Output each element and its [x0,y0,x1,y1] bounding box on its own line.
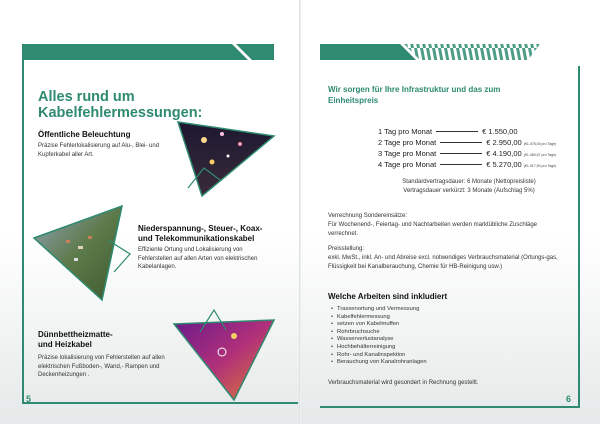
section-title-heating: Dünnbettheizmatte- und Heizkabel [38,330,113,349]
price-row [378,160,556,169]
price-leader [436,131,478,132]
section-text-cables: Effiziente Ortung und Lokalisierung von Fehlerstellen auf allen Arten von elektrischen Kabelanlagen. [138,247,258,270]
list-item: • Trassenortung und Vermessung [331,306,427,314]
section-text-lighting: Präzise Fehlerlokalisierung auf Alu-, Blei- und Kupferkabel aller Art. [38,143,160,158]
price-leader [440,142,482,143]
aerial-village-image [28,200,148,310]
section-title-lighting: Öffentliche Beleuchtung [38,130,131,139]
street-lighting-image [168,118,288,208]
included-heading: Welche Arbeiten sind inkludiert [328,292,448,301]
pricing-text: exkl. MwSt., inkl. An- und Abreise excl. notwendiges Verbrauchsmaterial (Ortungs-gas, Flüssigkeit bei Kanalberauchung, Chemie für HB-Reinigung usw.) [328,255,558,270]
price-leader [440,153,482,154]
price-label: 2 Tage pro Monat [378,138,437,147]
right-heading: Wir sorgen für Ihre Infrastruktur und das zum Einheitspreis [328,85,501,105]
thermal-image [170,306,290,406]
price-row [378,138,556,147]
list-item: • Kabelfehlermessung [331,314,427,322]
price-value: € 5.270,00 [486,160,522,169]
spine [299,0,301,424]
section-title-cables: Niederspannung-, Steuer-, Koax- und Telekommunikationskabel [138,224,263,243]
price-label: 4 Tage pro Monat [378,160,437,169]
price-row [378,149,556,158]
price-value: € 1.550,00 [482,127,518,136]
contract-short: Vertragsdauer verkürzt: 3 Monate (Aufschlag 5%) [403,188,535,194]
price-row [378,127,518,136]
special-title: Verrechnung Sondereinsätze: [328,213,408,219]
list-item: • Rohrbruchsuche [331,329,427,337]
contract-standard: Standardvertragsdauer: 6 Monate (Nettopreisliste) [402,179,536,185]
list-item: • setzen von Kabelmuffen [331,321,427,329]
price-note: (€1.475,00 pro Tage) [523,142,557,146]
list-item: • Berauchung von Kanalrohranlagen [331,359,427,367]
price-value: € 4.190,00 [486,149,522,158]
price-value: € 2.950,00 [486,138,522,147]
price-label: 3 Tage pro Monat [378,149,437,158]
footer-note: Verbrauchsmaterial wird gesondert in Rechnung gestellt. [328,380,479,386]
list-item: • Hochbehälterreinigung [331,344,427,352]
pricing-title: Preisstellung: [328,246,365,252]
price-leader [440,164,482,165]
section-text-heating: Präzise lokalisierung von Fehlerstellen auf allen elektrischen Fußboden-, Wand,- Rampen und Deckenheizungen . [38,355,165,378]
page-heading: Alles rund um Kabelfehlermessungen: [38,89,203,121]
price-note: (€1.317,50 pro Tage) [523,164,557,168]
special-text: Für Wochenend-, Feiertag- und Nachtarbeiten werden marktübliche Zuschläge verrechnet. [328,222,537,237]
included-list [331,306,427,367]
price-label: 1 Tag pro Monat [378,127,433,136]
price-note: (€1.369,67 pro Tage) [523,153,557,157]
list-item: • Wasserverlustanalyse [331,336,427,344]
right-header-banner [300,0,600,70]
list-item: • Rohr- und Kanalinspektion [331,352,427,360]
page-number-right: 6 [566,394,572,404]
page-number-left: 5 [26,394,32,404]
